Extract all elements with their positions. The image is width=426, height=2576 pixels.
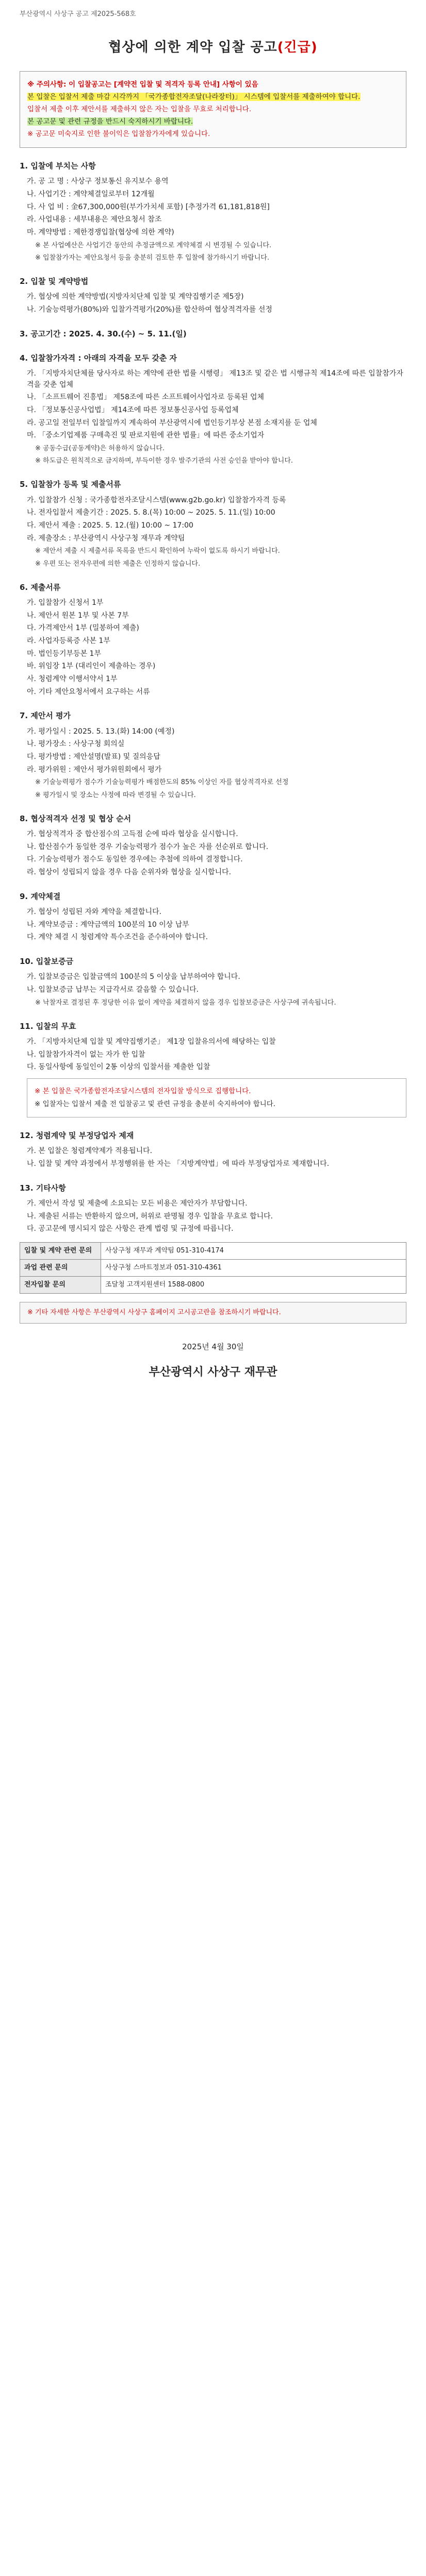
table-cell: 과업 관련 문의: [20, 1260, 101, 1277]
section-title: 6. 제출서류: [20, 582, 61, 592]
table-row: [20, 1277, 406, 1294]
page-title: [20, 37, 406, 58]
section-line: 나. 계약보증금 : 계약금액의 100분의 10 이상 납부: [27, 920, 189, 929]
section-note: ※ 본 사업예산은 사업기간 동안의 추정금액으로 계약체결 시 변경될 수 있습니다.: [35, 241, 272, 249]
title-text: 협상에 의한 계약 입찰 공고: [108, 40, 277, 55]
section-line: 나. 평가장소 : 사상구청 회의실: [27, 740, 125, 749]
section-line: 다. 사 업 비 : 金67,300,000원(부가가치세 포함) [추정가격 61,181,818원]: [27, 202, 270, 211]
section: [20, 813, 406, 878]
section-title: 3. 공고기간 : 2025. 4. 30.(수) ~ 5. 11.(일): [20, 329, 187, 338]
section-note: ※ 평가일시 및 장소는 사정에 따라 변경될 수 있습니다.: [35, 791, 196, 799]
contact-table: [20, 1242, 406, 1294]
section-note: ※ 하도급은 원칙적으로 금지하며, 부득이한 경우 발주기관의 사전 승인을 받아야 합니다.: [35, 457, 293, 465]
section-line: 가. 평가일시 : 2025. 5. 13.(화) 14:00 (예정): [27, 727, 175, 736]
section-line: 다. 공고문에 명시되지 않은 사항은 관계 법령 및 규정에 따릅니다.: [27, 1225, 234, 1233]
section-line: 가. 협상이 성립된 자와 계약을 체결합니다.: [27, 907, 162, 916]
section-box: [27, 1078, 406, 1117]
warning-line: 입찰서 제출 이후 제안서를 제출하지 않은 자는 입찰을 무효로 처리합니다.: [27, 105, 252, 114]
section-line: 나. 입찰 및 계약 과정에서 부정행위를 한 자는 「지방계약법」에 따라 부정당업자로 제재합니다.: [27, 1159, 330, 1168]
section: [20, 160, 406, 263]
footnote-box: ※ 기타 자세한 사항은 부산광역시 사상구 홈페이지 고시공고란을 참조하시기 바랍니다.: [20, 1302, 406, 1324]
section: [20, 582, 406, 698]
section: [20, 1182, 406, 1235]
table-cell: 사상구청 재무과 계약팀 051-310-4174: [101, 1242, 406, 1259]
notice-number: 부산광역시 사상구 공고 제2025-568호: [20, 10, 136, 18]
section: [20, 891, 406, 943]
section-line: 마. 「중소기업제품 구매촉진 및 판로지원에 관한 법률」에 따른 중소기업자: [27, 431, 265, 440]
section-line: 다. 동일사항에 동일인이 2통 이상의 입찰서를 제출한 입찰: [27, 1063, 210, 1072]
section-line: 가. 협상에 의한 계약방법(지방자치단체 입찰 및 계약집행기준 제5장): [27, 293, 244, 301]
section-note: ※ 입찰참가자는 제안요청서 등을 충분히 검토한 후 입찰에 참가하시기 바랍니다.: [35, 253, 270, 262]
section-line: 다. 「정보통신공사업법」 제14조에 따른 정보통신공사업 등록업체: [27, 406, 239, 415]
warning-box: [20, 71, 406, 148]
section-line: 다. 제안서 제출 : 2025. 5. 12.(월) 10:00 ~ 17:00: [27, 521, 193, 530]
section-line: 라. 협상이 성립되지 않을 경우 다음 순위자와 협상을 실시합니다.: [27, 868, 232, 877]
section-line: 나. 입찰참가자격이 없는 자가 한 입찰: [27, 1050, 145, 1059]
section-line: 나. 기술능력평가(80%)와 입찰가격평가(20%)를 합산하여 협상적격자를 선정: [27, 305, 272, 314]
section: [20, 1130, 406, 1170]
table-row: [20, 1260, 406, 1277]
section-note: ※ 우편 또는 전자우편에 의한 제출은 인정하지 않습니다.: [35, 560, 201, 568]
section-note: ※ 기술능력평가 점수가 기술능력평가 배점한도의 85% 이상인 자를 협상적격자로 선정: [35, 778, 289, 787]
warning-line: ※ 주의사항: 이 입찰공고는 [계약전 입찰 및 적격자 등록 안내] 사항이 있음: [27, 80, 258, 89]
section-line: 가. 입찰참가 신청 : 국가종합전자조달시스템(www.g2b.go.kr) 입찰참가자격 등록: [27, 496, 286, 504]
section-line: 사. 청렴계약 이행서약서 1부: [27, 675, 118, 684]
section-line: 다. 평가방법 : 제안설명(발표) 및 질의응답: [27, 753, 160, 761]
table-row: [20, 1242, 406, 1259]
section-title: 7. 제안서 평가: [20, 711, 71, 721]
section-line: 라. 사업자등록증 사본 1부: [27, 637, 110, 645]
section-line: 나. 「소프트웨어 진흥법」 제58조에 따른 소프트웨어사업자로 등록된 업체: [27, 393, 265, 402]
section-line: 아. 기타 제안요청서에서 요구하는 서류: [27, 687, 150, 696]
section: [20, 1021, 406, 1117]
section-line: 라. 평가위원 : 제안서 평가위원회에서 평가: [27, 765, 162, 774]
section-line: 나. 제출된 서류는 반환하지 않으며, 허위로 판명될 경우 입찰을 무효로 합니다.: [27, 1212, 273, 1221]
section: [20, 276, 406, 316]
section: [20, 479, 406, 569]
section-line: 마. 계약방법 : 제한경쟁입찰(협상에 의한 계약): [27, 228, 174, 236]
table-cell: 입찰 및 계약 관련 문의: [20, 1242, 101, 1259]
section: [20, 710, 406, 800]
section-title: 1. 입찰에 부치는 사항: [20, 161, 96, 171]
urgent-badge: (긴급): [277, 40, 318, 55]
section-line: 다. 기술능력평가 점수도 동일한 경우에는 추첨에 의하여 결정합니다.: [27, 855, 243, 864]
section-line: 바. 위임장 1부 (대리인이 제출하는 경우): [27, 662, 156, 671]
warning-line: 본 공고문 및 관련 규정을 반드시 숙지하시기 바랍니다.: [27, 117, 193, 126]
section: [20, 328, 406, 340]
box-line: ※ 본 입찰은 국가종합전자조달시스템의 전자입찰 방식으로 집행합니다.: [35, 1087, 251, 1096]
section-line: 가. 「지방자치단체를 당사자로 하는 계약에 관한 법률 시행령」 제13조 및 같은 법 시행규칙 제14조에 따른 입찰참가자격을 갖춘 업체: [27, 369, 403, 389]
section-title: 10. 입찰보증금: [20, 957, 74, 967]
section-line: 가. 「지방자치단체 입찰 및 계약집행기준」 제1장 입찰유의서에 해당하는 입찰: [27, 1038, 276, 1046]
section-line: 가. 본 입찰은 청렴계약제가 적용됩니다.: [27, 1147, 153, 1156]
section-title: 12. 청렴계약 및 부정당업자 제재: [20, 1130, 134, 1140]
section-line: 가. 입찰보증금은 입찰금액의 100분의 5 이상을 납부하여야 합니다.: [27, 973, 240, 981]
section-line: 라. 공고일 전일부터 입찰일까지 계속하여 부산광역시에 법인등기부상 본점 소재지를 둔 업체: [27, 418, 317, 427]
section-title: 8. 협상적격자 선정 및 협상 순서: [20, 814, 132, 823]
signer: 부산광역시 사상구 재무관: [149, 1365, 277, 1379]
section-line: 나. 입찰보증금 납부는 지급각서로 갈음할 수 있습니다.: [27, 985, 199, 994]
section-line: 다. 가격제안서 1부 (밀봉하여 제출): [27, 624, 139, 633]
warning-line: ※ 공고문 미숙지로 인한 불이익은 입찰참가자에게 있습니다.: [27, 129, 210, 138]
section-line: 가. 제안서 작성 및 제출에 소요되는 모든 비용은 제안자가 부담합니다.: [27, 1199, 248, 1208]
section-note: ※ 공동수급(공동계약)은 허용하지 않습니다.: [35, 445, 165, 453]
section-note: ※ 낙찰자로 결정된 후 정당한 이유 없이 계약을 체결하지 않을 경우 입찰보증금은 사상구에 귀속됩니다.: [35, 998, 336, 1007]
section: [20, 352, 406, 467]
notice-date: 2025년 4월 30일: [182, 1342, 244, 1352]
section-line: 가. 협상적격자 중 합산점수의 고득점 순에 따라 협상을 실시합니다.: [27, 829, 238, 838]
section-line: 가. 공 고 명 : 사상구 정보통신 유지보수 용역: [27, 177, 169, 186]
sections: [20, 160, 406, 1235]
section-title: 13. 기타사항: [20, 1183, 66, 1193]
section-title: 11. 입찰의 무효: [20, 1021, 76, 1031]
section-line: 나. 사업기간 : 계약체결일로부터 12개월: [27, 190, 155, 198]
section-title: 4. 입찰참가자격 : 아래의 자격을 모두 갖춘 자: [20, 353, 177, 363]
section-line: 라. 제출장소 : 부산광역시 사상구청 재무과 계약팀: [27, 534, 185, 543]
section-line: 다. 계약 체결 시 청렴계약 특수조건을 준수하여야 합니다.: [27, 933, 208, 942]
section-line: 마. 법인등기부등본 1부: [27, 649, 101, 658]
section-line: 나. 제안서 원본 1부 및 사본 7부: [27, 611, 129, 620]
section-line: 나. 전자입찰서 제출기간 : 2025. 5. 8.(목) 10:00 ~ 2025. 5. 11.(일) 10:00: [27, 509, 275, 517]
section-title: 5. 입찰참가 등록 및 제출서류: [20, 480, 121, 489]
warning-line: 본 입찰은 입찰서 제출 마감 시각까지 「국가종합전자조달(나라장터)」 시스템에 입찰서를 제출하여야 합니다.: [27, 93, 361, 101]
section-line: 가. 입찰참가 신청서 1부: [27, 598, 104, 607]
table-cell: 사상구청 스마트정보과 051-310-4361: [101, 1260, 406, 1277]
section-line: 나. 합산점수가 동일한 경우 기술능력평가 점수가 높은 자를 선순위로 합니다.: [27, 842, 269, 851]
section: [20, 956, 406, 1008]
box-line: ※ 입찰자는 입찰서 제출 전 입찰공고 및 관련 규정을 충분히 숙지하여야 합니다.: [35, 1100, 276, 1109]
section-note: ※ 제안서 제출 시 제출서류 목록을 반드시 확인하여 누락이 없도록 하시기 바랍니다.: [35, 547, 280, 555]
section-title: 9. 계약체결: [20, 891, 61, 901]
table-cell: 전자입찰 문의: [20, 1277, 101, 1294]
section-title: 2. 입찰 및 계약방법: [20, 276, 89, 286]
section-line: 라. 사업내용 : 세부내용은 제안요청서 참조: [27, 215, 162, 224]
table-cell: 조달청 고객지원센터 1588-0800: [101, 1277, 406, 1294]
